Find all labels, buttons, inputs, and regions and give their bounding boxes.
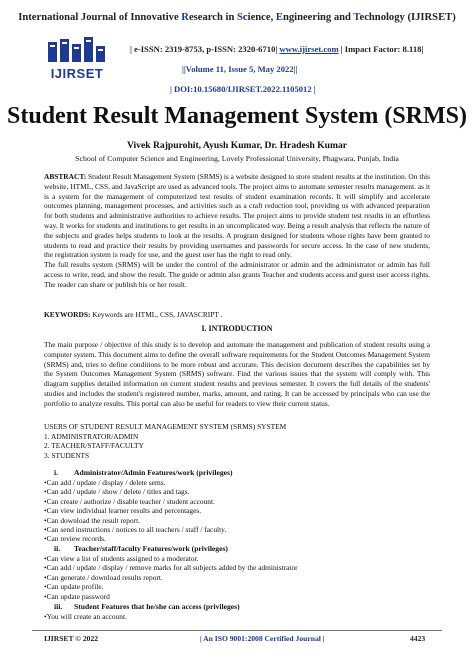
users-item: 1. ADMINISTRATOR/ADMIN bbox=[44, 431, 139, 441]
users-item: 2. TEACHER/STAFF/FACULTY bbox=[44, 441, 144, 451]
journal-logo-text: IJIRSET bbox=[50, 66, 104, 81]
subsection-title: Administrator/Admin Features/work (privileges) bbox=[74, 468, 233, 477]
journal-title-part: esearch in bbox=[188, 12, 238, 23]
volume-line bbox=[182, 64, 474, 74]
impact-factor-text: | Impact Factor: 8.118| bbox=[338, 44, 424, 54]
abstract bbox=[44, 172, 430, 290]
journal-logo-graphic bbox=[40, 36, 114, 66]
list-item: • Can add / update / show / delete / titles and tags. bbox=[44, 487, 444, 496]
footer-copyright: IJIRSET © 2022 bbox=[44, 634, 99, 643]
paper-authors: Vivek Rajpurohit, Ayush Kumar, Dr. Hradesh Kumar bbox=[126, 140, 348, 151]
issn-text: | e-ISSN: 2319-8753, p-ISSN: 2320-6710| bbox=[130, 44, 280, 54]
paper-affiliation: School of Computer Science and Engineering, Lovely Professional University, Phagwara, Punjab, India bbox=[75, 154, 399, 163]
journal-title-letter: E bbox=[275, 12, 283, 23]
users-heading: USERS OF STUDENT RESULT MANAGEMENT SYSTEM (SRMS) SYSTEM bbox=[44, 422, 287, 431]
abstract-text: Student Result Management System (SRMS) is a website designed to store student results at the institution. On this website, HTML, CSS, and JavaScript are used as advanced tools. The project aims to automate semester results management. as it is a system for the management of computerized test results of student examination records. It will simplify and accelerate outcomes planning, management processes, and activities such as a craft reduction tool, providing us with advanced preparation for both students and administrative authorities to achieve results. The project aims to provide student test results in an effortless way. It works for students and institutions to get results in an uncomplicated way. Being a result analysis that reflects the nature of the subjects and grades helps students to look at the results. A program designed for students whose rights have been granted to students to read and practice their results by providing usernames and passwords for secure access. In the case of new students, the registration system is ready for use, and the guest user has the right to read only. bbox=[44, 172, 430, 260]
subsection-heading-admin bbox=[54, 468, 232, 477]
keywords-label: KEYWORDS: bbox=[44, 310, 91, 319]
subsection-heading-teacher bbox=[54, 544, 228, 553]
page-number: 4423 bbox=[410, 634, 426, 643]
users-list bbox=[44, 422, 430, 460]
abstract-text-2: The full results system (SRMS) will be under the control of the administrator or admin and the administrator or admin has full access to write, read, and show the result. The guide or admin also grants Teacher and students access and guest user access rights. The reader can share or publish his or her result. bbox=[44, 260, 430, 289]
section-heading-introduction: I. INTRODUCTION bbox=[201, 324, 273, 333]
journal-title-part: cience, bbox=[242, 12, 276, 23]
volume-text: ||Volume 11, Issue 5, May 2022|| bbox=[182, 64, 298, 74]
journal-title-part: International Journal of Innovative bbox=[18, 12, 182, 23]
admin-features-list bbox=[44, 478, 444, 544]
users-item: 3. STUDENTS bbox=[44, 450, 90, 460]
list-item: • Can create / authorize / disable teacher / student account. bbox=[44, 497, 444, 506]
list-item: • Can add / update / display / delete sems. bbox=[44, 478, 444, 487]
list-item: • Can view individual learner results and percentages. bbox=[44, 506, 444, 515]
doi-line bbox=[170, 84, 474, 94]
teacher-features-list bbox=[44, 554, 444, 601]
subsection-number: ii. bbox=[54, 544, 61, 553]
journal-title-part: echnology (IJIRSET) bbox=[359, 12, 456, 23]
journal-title-letter: T bbox=[353, 12, 360, 23]
list-item: • Can download the result report. bbox=[44, 516, 444, 525]
footer-bar: | bbox=[320, 634, 325, 643]
journal-title bbox=[0, 12, 474, 23]
list-item: • Can view a list of students assigned to a moderator. bbox=[44, 554, 444, 563]
student-features-list bbox=[44, 612, 444, 621]
intro-paragraph: The main purpose / objective of this study is to develop and automate the management and publication of student results using a computer system. This document aims to define the overall software requirements for the Student Outcomes Management System (SRMS) and, tries to define conditions to be more robust and accurate. This decision document describes the capabilities set by the System Outcomes Management System (SRMS) software. Find the various issues that the system will comply with. This diagram supplies detailed information on current student results and previous semester. It covers the full details of the students' studies and includes the student's registered number, marks, amount, and rating. It can be accessed by principals who can use the portfolio to analyze results. This portal can also be useful for readers to view their current status. bbox=[44, 340, 430, 408]
footer-divider bbox=[32, 630, 442, 631]
footer-bar: | bbox=[200, 634, 204, 643]
abstract-label: ABSTRACT: bbox=[44, 172, 87, 181]
doi-text[interactable]: | DOI:10.15680/IJIRSET.2022.1105012 | bbox=[170, 84, 316, 94]
footer-certification bbox=[200, 634, 324, 643]
subsection-title: Teacher/staff/faculty Features/work (privileges) bbox=[74, 544, 228, 553]
subsection-number: i. bbox=[54, 468, 59, 477]
journal-website-link[interactable]: www.ijirset.com bbox=[279, 44, 339, 54]
journal-title-part: ngineering and bbox=[282, 12, 354, 23]
list-item: • Can send instructions / notices to all teachers / staff / faculty. bbox=[44, 525, 444, 534]
subsection-number: iii. bbox=[54, 602, 63, 611]
list-item: • Can update profile. bbox=[44, 582, 444, 591]
subsection-title: Student Features that he/she can access (privileges) bbox=[74, 602, 240, 611]
journal-title-letter: R bbox=[181, 12, 189, 23]
list-item: • Can generate / download results report. bbox=[44, 573, 444, 582]
subsection-heading-student bbox=[54, 602, 240, 611]
footer-certification-text: An ISO 9001:2008 Certified Journal bbox=[203, 634, 321, 643]
list-item: • Can add / update / display / remove marks for all subjects added by the administrator bbox=[44, 563, 444, 572]
keywords bbox=[44, 310, 430, 320]
keywords-text: Keywords are HTML, CSS, JAVASCRIPT . bbox=[90, 310, 223, 319]
list-item: • You will create an account. bbox=[44, 612, 444, 621]
journal-title-letter: S bbox=[237, 12, 243, 23]
list-item: • Can update password bbox=[44, 592, 444, 601]
list-item: • Can review records. bbox=[44, 534, 444, 543]
paper-title: Student Result Management System (SRMS) bbox=[7, 103, 467, 129]
issn-line bbox=[130, 44, 450, 54]
